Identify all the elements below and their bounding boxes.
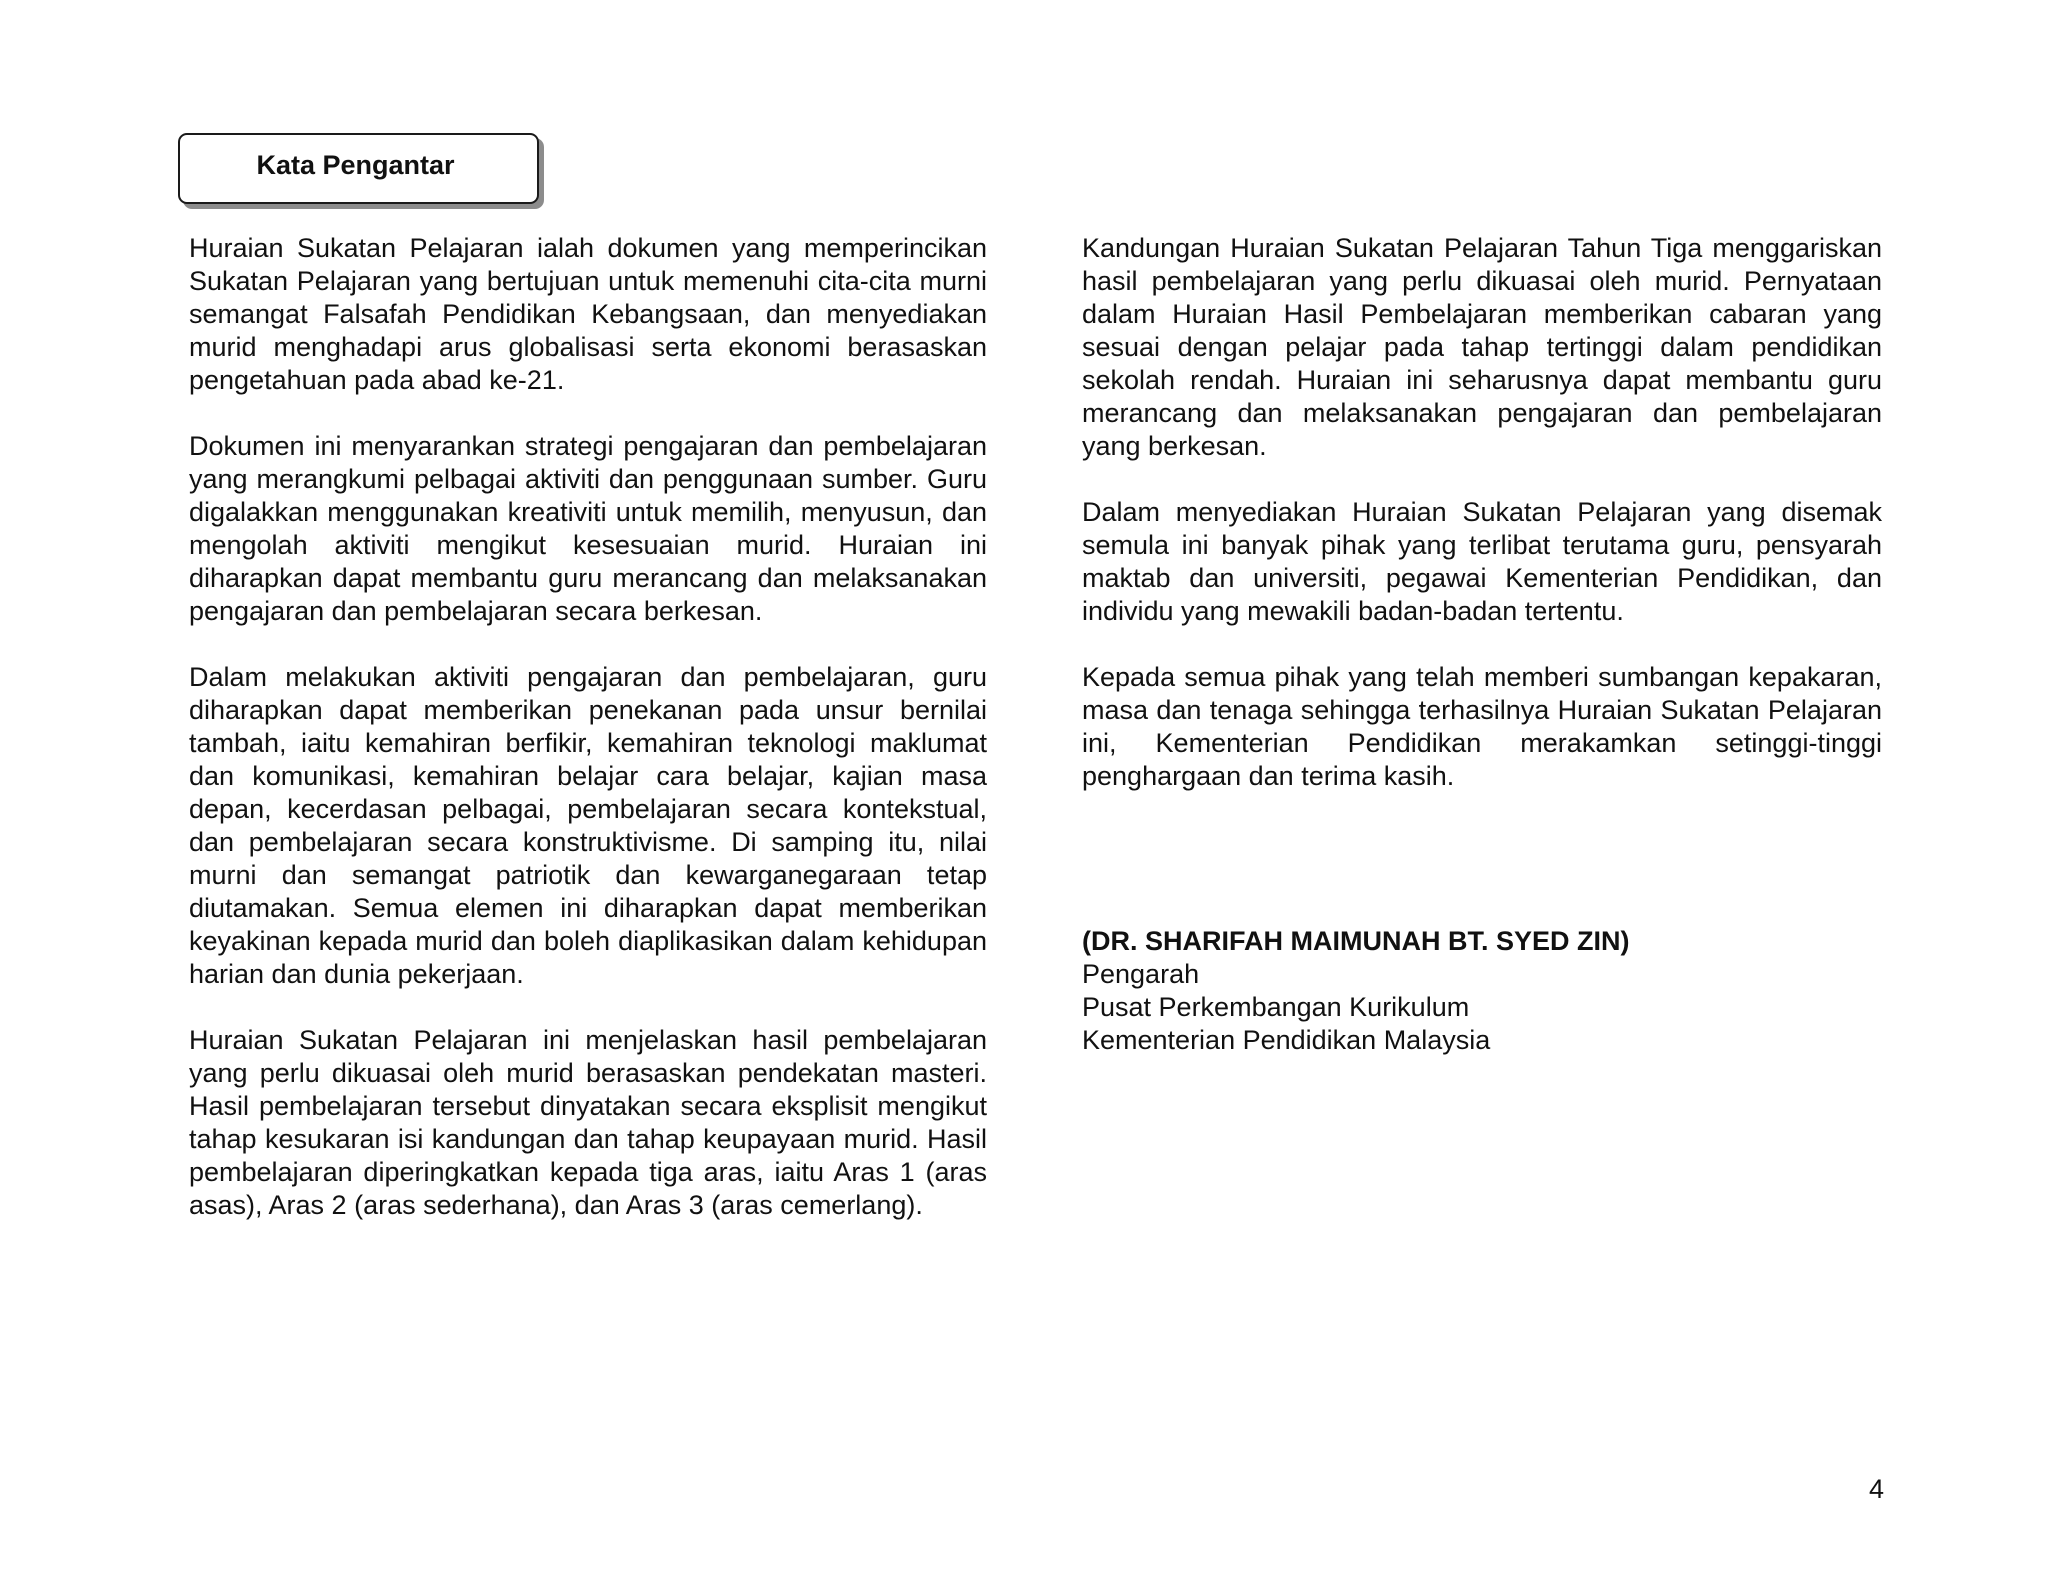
signatory-position: Pengarah (1082, 959, 1200, 989)
signature-block (1082, 925, 1882, 1057)
section-title-box (178, 133, 539, 204)
page-number: 4 (1868, 1474, 1884, 1504)
left-column (189, 232, 987, 1255)
paragraph: Dokumen ini menyarankan strategi pengajaran dan pembelajaran yang merangkumi pelbagai aktiviti dan penggunaan sumber. Guru digalakkan menggunakan kreativiti untuk memilih, menyusun, dan mengolah aktiviti mengikut kesesuaian murid. Huraian ini diharapkan dapat membantu guru merancang dan melaksanakan pengajaran dan pembelajaran secara berkesan. (189, 431, 987, 626)
paragraph: Huraian Sukatan Pelajaran ialah dokumen yang memperincikan Sukatan Pelajaran yang bertujuan untuk memenuhi cita-cita murni semangat Falsafah Pendidikan Kebangsaan, dan menyediakan murid menghadapi arus globalisasi serta ekonomi berasaskan pengetahuan pada abad ke-21. (189, 233, 987, 395)
signatory-name: (DR. SHARIFAH MAIMUNAH BT. SYED ZIN) (1082, 926, 1630, 956)
paragraph: Dalam menyediakan Huraian Sukatan Pelajaran yang disemak semula ini banyak pihak yang terlibat terutama guru, pensyarah maktab dan universiti, pegawai Kementerian Pendidikan, dan individu yang mewakili badan-badan tertentu. (1082, 497, 1882, 626)
paragraph: Kandungan Huraian Sukatan Pelajaran Tahun Tiga menggariskan hasil pembelajaran yang perlu dikuasai oleh murid. Pernyataan dalam Huraian Hasil Pembelajaran memberikan cabaran yang sesuai dengan pelajar pada tahap tertinggi dalam pendidikan sekolah rendah. Huraian ini seharusnya dapat membantu guru merancang dan melaksanakan pengajaran dan pembelajaran yang berkesan. (1082, 233, 1882, 461)
paragraph: Kepada semua pihak yang telah memberi sumbangan kepakaran, masa dan tenaga sehingga terhasilnya Huraian Sukatan Pelajaran ini, Kementerian Pendidikan merakamkan setinggi-tinggi penghargaan dan terima kasih. (1082, 662, 1882, 791)
signatory-ministry: Kementerian Pendidikan Malaysia (1082, 1025, 1491, 1055)
section-title: Kata Pengantar (256, 150, 455, 180)
right-column (1082, 232, 1882, 1057)
signatory-department: Pusat Perkembangan Kurikulum (1082, 992, 1470, 1022)
paragraph: Dalam melakukan aktiviti pengajaran dan pembelajaran, guru diharapkan dapat memberikan penekanan pada unsur bernilai tambah, iaitu kemahiran berfikir, kemahiran teknologi maklumat dan komunikasi, kemahiran belajar cara belajar, kajian masa depan, kecerdasan pelbagai, pembelajaran secara kontekstual, dan pembelajaran secara konstruktivisme. Di samping itu, nilai murni dan semangat patriotik dan kewarganegaraan tetap diutamakan. Semua elemen ini diharapkan dapat memberikan keyakinan kepada murid dan boleh diaplikasikan dalam kehidupan harian dan dunia pekerjaan. (189, 662, 987, 989)
paragraph: Huraian Sukatan Pelajaran ini menjelaskan hasil pembelajaran yang perlu dikuasai oleh murid berasaskan pendekatan masteri. Hasil pembelajaran tersebut dinyatakan secara eksplisit mengikut tahap kesukaran isi kandungan dan tahap keupayaan murid. Hasil pembelajaran diperingkatkan kepada tiga aras, iaitu Aras 1 (aras asas), Aras 2 (aras sederhana), dan Aras 3 (aras cemerlang). (189, 1025, 987, 1220)
